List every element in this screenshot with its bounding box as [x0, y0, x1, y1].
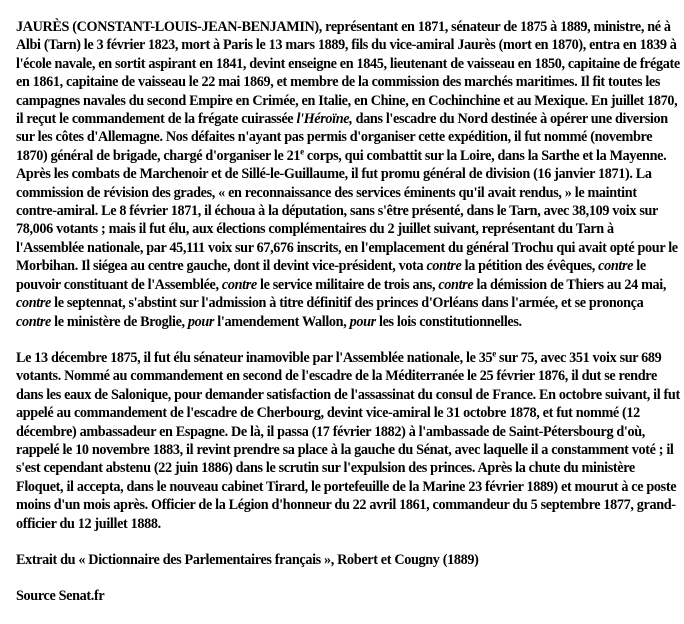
ordinal-superscript: e: [300, 146, 304, 157]
text-segment: le ministère de Broglie,: [50, 313, 188, 330]
text-segment: le pouvoir constituant de l'Assemblée,: [16, 258, 646, 293]
ordinal-superscript: e: [492, 348, 496, 359]
text-segment: JAURÈS (CONSTANT-LOUIS-JEAN-BENJAMIN), représentant en 1871, sénateur de 1875 à 1889, ministre, né à Albi (Tarn) le 3 février 1823, mort à Paris le 13 mars 1889, fils du vice-amiral Jaurès (mort en 1870), entra en 1839 à l'école navale, en sortit aspirant en 1841, devint enseigne en 1845, lieutenant de vaisseau en 1850, capitaine de frégate en 1861, capitaine de vaisseau le 22 mai 1869, et membre de la commission des marchés maritimes. Il fit toutes les campagnes navales du second Empire en Crimée, en Italie, en Chine, en Cochinchine et au Mexique. En juillet 1870, il reçut le commandement de la frégate cuirassée: [16, 19, 680, 128]
emphasis-text: pour: [349, 313, 376, 330]
emphasis-text: l'Héroïne,: [296, 111, 353, 128]
text-segment: les lois constitutionnelles.: [375, 313, 522, 330]
emphasis-text: contre: [598, 258, 634, 275]
text-segment: Source Senat.fr: [16, 588, 105, 605]
text-segment: le septennat, s'abstint sur l'admission à titre définitif des princes d'Orléans dans l'armée, et se prononça: [50, 295, 644, 312]
emphasis-text: pour: [187, 313, 215, 330]
emphasis-text: contre: [426, 258, 462, 275]
citation-paragraph: [16, 551, 680, 569]
emphasis-text: contre: [16, 313, 51, 330]
document-body: [16, 18, 680, 624]
text-segment: Extrait du « Dictionnaire des Parlementaires français », Robert et Cougny (1889): [16, 551, 479, 568]
text-segment: l'amendement Wallon,: [214, 313, 350, 330]
biography-paragraph-2: [16, 349, 680, 533]
text-segment: la pétition des évêques,: [461, 258, 599, 275]
source-paragraph: [16, 587, 680, 605]
text-segment: sur 75, avec 351 voix sur 689 votants. Nommé au commandement en second de l'escadre de la Méditerranée le 25 février 1876, il dut se rendre dans les eaux de Salonique, pour demander satisfaction de l'assassinat du consul de France. En octobre suivant, il fut appelé au commandement de l'escadre de Cherbourg, devint vice-amiral le 31 octobre 1878, et fut nommé (12 décembre) ambassadeur en Espagne. De là, il passa (17 février 1882) à l'ambassade de Saint-Pétersbourg d'où, rappelé le 10 novembre 1883, il revint prendre sa place à la gauche du Sénat, avec laquelle il a constamment voté ; il s'est cependant abstenu (22 juin 1886) dans le scrutin sur l'expulsion des princes. Après la chute du ministère Floquet, il accepta, dans le nouveau cabinet Tirard, le portefeuille de la Marine 23 février 1889) et mourut à ce poste moins d'un mois après. Officier de la Légion d'honneur du 22 avril 1861, commandeur du 5 septembre 1877, grand-officier du 12 juillet 1888.: [16, 349, 680, 532]
text-segment: le service militaire de trois ans,: [256, 276, 439, 293]
text-segment: Le 13 décembre 1875, il fut élu sénateur inamovible par l'Assemblée nationale, le 35: [16, 349, 493, 366]
text-segment: corps, qui combattit sur la Loire, dans la Sarthe et la Mayenne. Après les combats de Marchenoir et de Sillé-le-Guillaume, il fut promu général de division (16 janvier 1871). La commission de révision des grades, « en reconnaissance des services éminents qu'il avait rendus, » le maintint contre-amiral. Le 8 février 1871, il échoua à la députation, sans s'être présenté, dans le Tarn, avec 38,109 voix sur 78,006 votants ; mais il fut élu, aux élections complémentaires du 2 juillet suivant, représentant du Tarn à l'Assemblée nationale, par 45,111 voix sur 67,676 inscrits, en l'emplacement du général Trochu qui avait opté pour le Morbihan. Il siégea au centre gauche, dont il devint vice-président, vota: [16, 147, 678, 275]
text-segment: la démission de Thiers au 24 mai,: [473, 276, 667, 293]
emphasis-text: contre: [16, 295, 51, 312]
emphasis-text: contre: [221, 276, 257, 293]
biography-paragraph-1: [16, 18, 680, 331]
emphasis-text: contre: [438, 276, 474, 293]
text-segment: dans l'escadre du Nord destinée à opérer une diversion sur les côtes d'Allemagne. Nos défaites n'ayant pas permis d'organiser cette expédition, il fut nommé (novembre 1870) général de brigade, chargé d'organiser le 21: [16, 111, 668, 164]
